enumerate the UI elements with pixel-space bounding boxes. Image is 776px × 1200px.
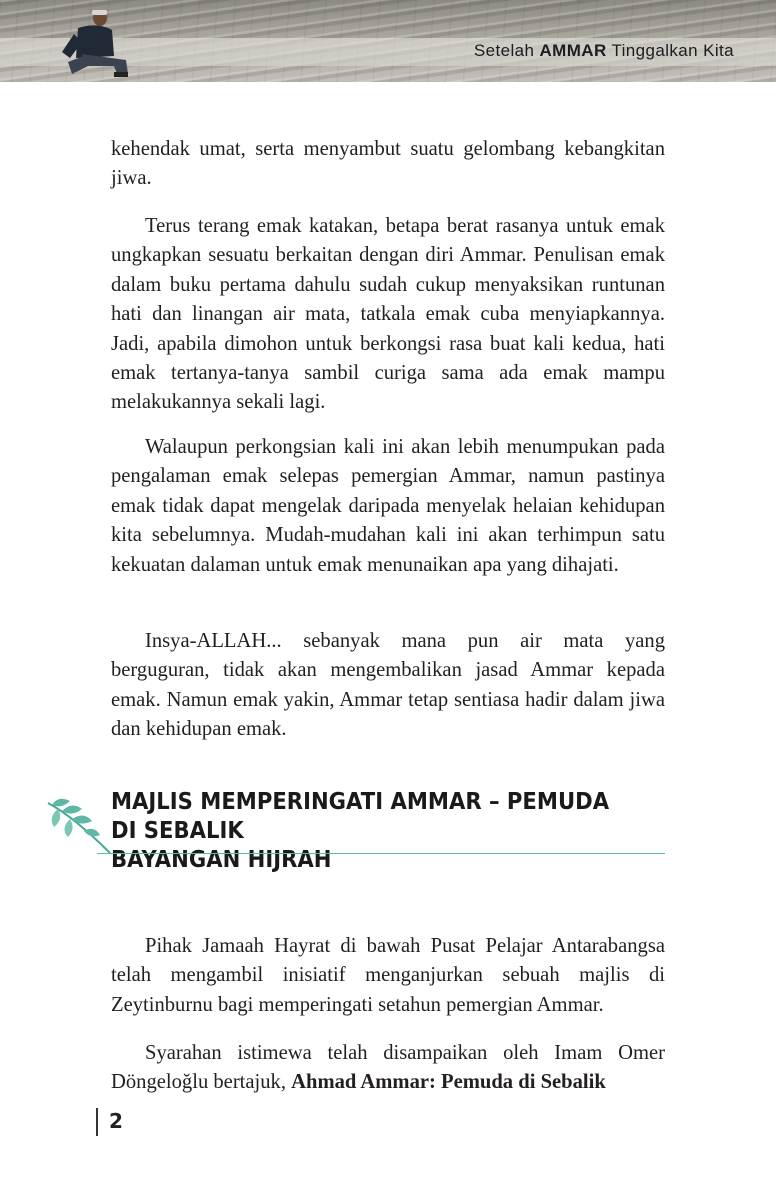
- section-paragraph-2: Syarahan istimewa telah disampaikan oleh Imam Omer Döngeloğlu bertajuk, Ahmad Ammar: Pemuda di Sebalik: [111, 1042, 665, 1094]
- section-heading: MAJLIS MEMPERINGATI AMMAR – PEMUDA DI SEBALIK BAYANGAN HIJRAH: [111, 789, 610, 873]
- seated-man-photo: [48, 4, 138, 82]
- page-number-divider: [96, 1108, 98, 1136]
- paragraph-3: Walaupun perkongsian kali ini akan lebih menumpukan pada pengalaman emak selepas pemergian Ammar, namun pastinya emak tidak dapat mengelak daripada menyelak helaian kehidupan kita sebelumnya. Mudah-mudahan kali ini akan terhimpun satu kekuatan dalaman untuk emak menunaikan apa yang dihajati.: [111, 436, 665, 576]
- paragraph-1: kehendak umat, serta menyambut suatu gelombang kebangkitan jiwa.: [111, 138, 665, 190]
- header-banner: [0, 0, 776, 82]
- paragraph-4: Insya-ALLAH... sebanyak mana pun air mata yang berguguran, tidak akan mengembalikan jasad Ammar kepada emak. Namun emak yakin, Ammar tetap sentiasa hadir dalam jiwa dan kehidupan emak.: [111, 630, 665, 741]
- paragraph-2: Terus terang emak katakan, betapa berat rasanya untuk emak ungkapkan sesuatu berkaitan dengan diri Ammar. Penulisan emak dalam buku pertama dahulu sudah cukup menyaksikan runtunan hati dan linangan air mata, tatkala emak cuba menyiapkannya. Jadi, apabila dimohon untuk berkongsi rasa buat kali kedua, hati emak tertanya-tanya sambil curiga sama ada emak mampu melakukannya sekali lagi.: [111, 215, 665, 414]
- page-number: 2: [109, 1109, 123, 1133]
- leaf-branch-icon: [44, 795, 114, 855]
- heading-underline: [97, 853, 665, 854]
- section-paragraph-1: Pihak Jamaah Hayrat di bawah Pusat Pelajar Antarabangsa telah mengambil inisiatif menganjurkan sebuah majlis di Zeytinburnu bagi memperingati setahun pemergian Ammar.: [111, 935, 665, 1016]
- running-header: Setelah AMMAR Tinggalkan Kita: [473, 41, 734, 60]
